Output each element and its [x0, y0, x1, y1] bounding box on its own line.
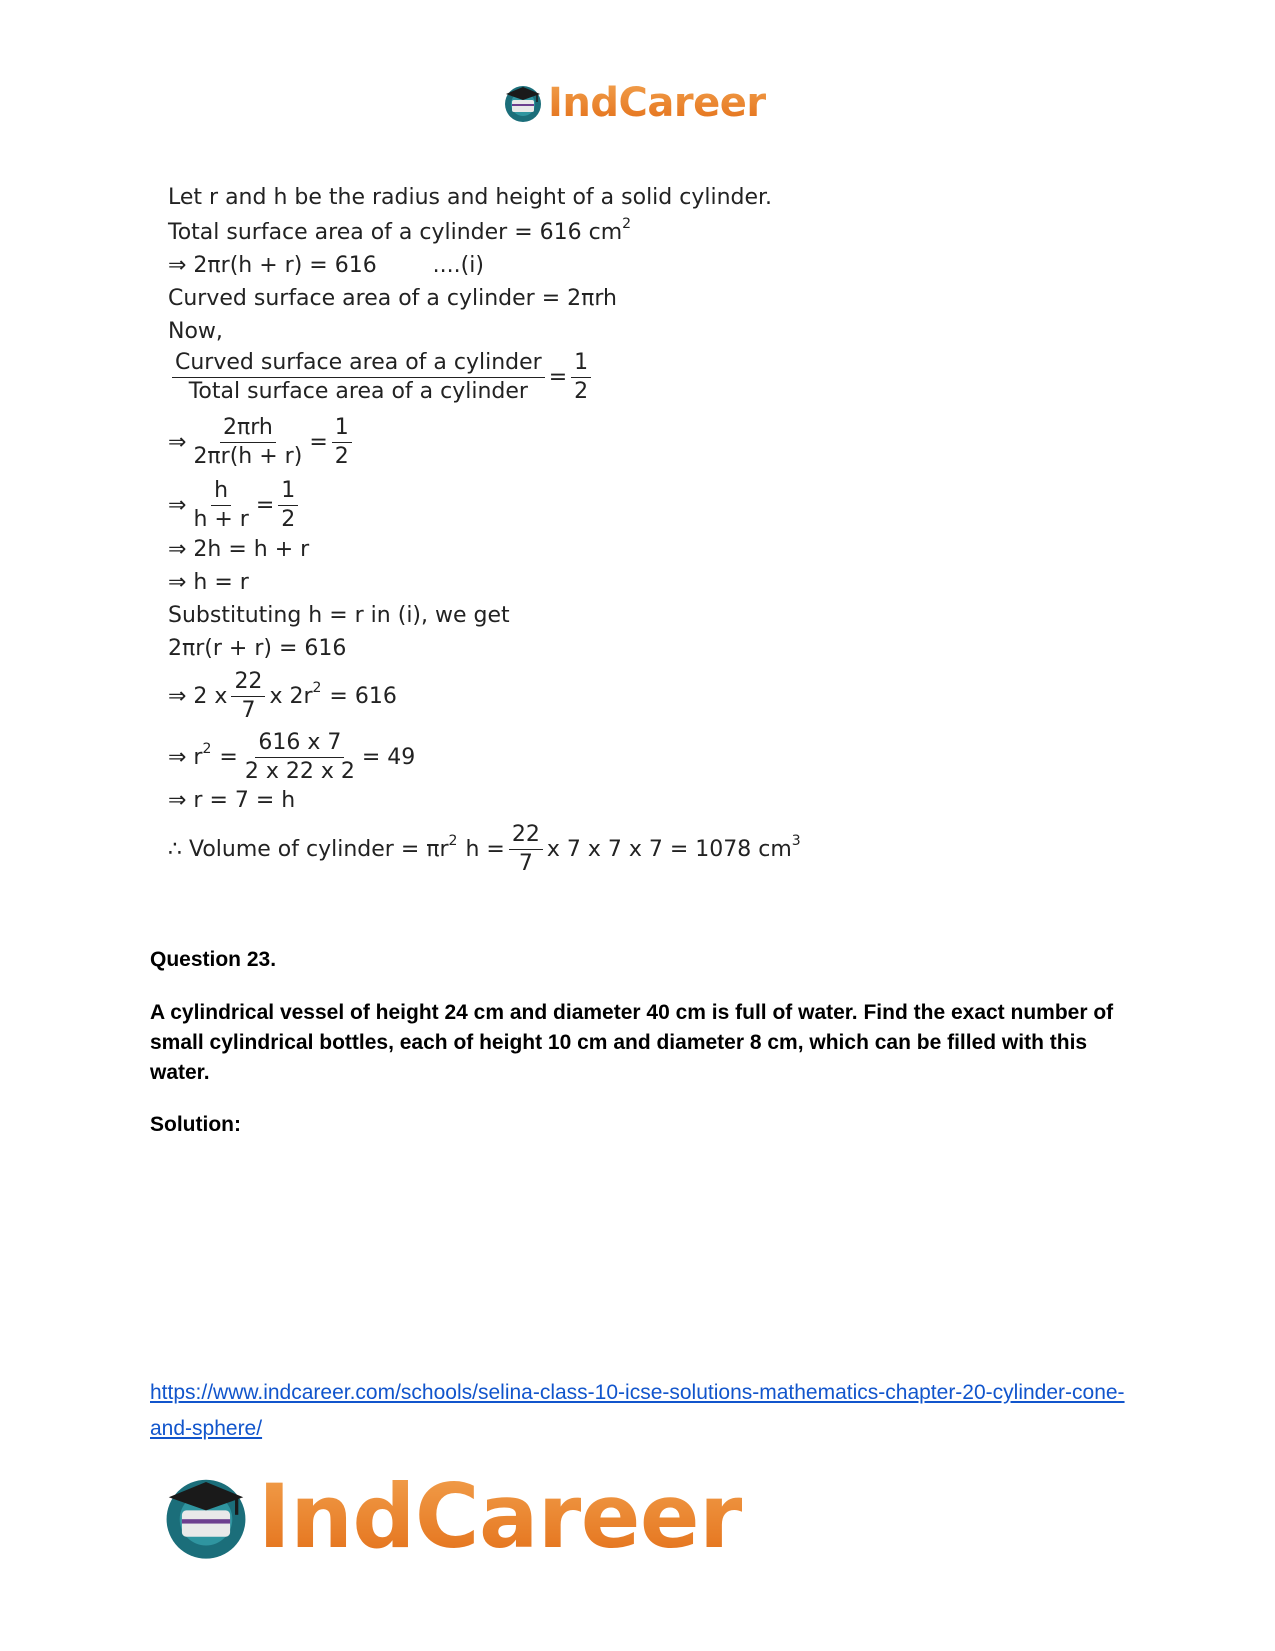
- equals-sign: =: [219, 745, 238, 771]
- fraction: [332, 415, 352, 471]
- math-line: [168, 253, 484, 278]
- equals-sign: =: [255, 493, 275, 519]
- math-text: x 2r: [269, 684, 313, 710]
- math-line: [168, 185, 772, 210]
- math-line: [168, 730, 415, 786]
- math-line: [168, 537, 309, 562]
- math-text: Curved surface area of a cylinder = 2πrh: [168, 286, 617, 311]
- math-line: [168, 415, 356, 471]
- math-line: [168, 788, 295, 813]
- math-text: ⇒ 2 x: [168, 684, 228, 710]
- source-url-link[interactable]: https://www.indcareer.com/schools/selina-class-10-icse-solutions-mathematics-chapter-20-cylinder-cone-and-sphere/: [150, 1381, 1125, 1440]
- math-line: [168, 478, 302, 534]
- implies-arrow: ⇒: [168, 493, 187, 519]
- math-text: x 7 x 7 x 7 = 1078 cm: [546, 837, 792, 863]
- numerator: 616 x 7: [255, 730, 344, 758]
- brand-name: IndCareer: [548, 80, 766, 126]
- numerator: 1: [571, 350, 591, 378]
- header-logo: [502, 80, 766, 126]
- numerator: 1: [278, 478, 298, 506]
- denominator: h + r: [193, 507, 249, 533]
- equals-sign: =: [548, 365, 568, 391]
- math-line: [168, 636, 346, 661]
- fraction: [190, 415, 305, 471]
- math-text: ∴ Volume of cylinder = πr: [168, 837, 449, 863]
- superscript: 2: [448, 832, 458, 849]
- math-line: [168, 570, 249, 595]
- graduation-cap-globe-icon: [160, 1471, 252, 1563]
- math-line: [168, 603, 510, 628]
- denominator: 7: [241, 698, 256, 724]
- math-text: Let r and h be the radius and height of a solid cylinder.: [168, 185, 773, 210]
- math-text: ⇒ 2πr(h + r) = 616 ....(i): [168, 253, 484, 278]
- math-text: ⇒ r = 7 = h: [168, 788, 296, 813]
- superscript: 2: [622, 215, 632, 232]
- superscript: 2: [202, 740, 212, 757]
- math-text: ⇒ h = r: [168, 570, 249, 595]
- fraction: [242, 730, 358, 786]
- fraction: [278, 478, 298, 534]
- math-line: [168, 215, 632, 245]
- question-body: A cylindrical vessel of height 24 cm and diameter 40 cm is full of water. Find the exact number of small cylindrical bottles, each of height 10 cm and diameter 8 cm, which can be filled with this water.: [150, 1001, 1114, 1084]
- question-heading: Question 23.: [150, 948, 277, 971]
- denominator: 2: [334, 444, 349, 470]
- footer-logo: [160, 1465, 742, 1568]
- math-text: h =: [465, 837, 505, 863]
- numerator: 1: [332, 415, 352, 443]
- math-line: [168, 669, 397, 725]
- math-text: = 616: [329, 684, 397, 710]
- denominator: 2: [574, 379, 589, 405]
- math-line: [168, 822, 801, 878]
- math-text: Total surface area of a cylinder = 616 cm: [168, 220, 623, 245]
- numerator: h: [211, 478, 231, 506]
- graduation-cap-globe-icon: [502, 82, 544, 124]
- implies-arrow: ⇒: [168, 430, 187, 456]
- denominator: 7: [518, 851, 533, 877]
- denominator: 2 x 22 x 2: [244, 759, 355, 785]
- math-text: = 49: [361, 745, 416, 771]
- denominator: 2: [281, 507, 296, 533]
- fraction: [190, 478, 251, 534]
- denominator: Total surface area of a cylinder: [188, 379, 528, 405]
- fraction: [571, 350, 591, 406]
- math-line: [168, 319, 223, 344]
- numerator: 22: [509, 822, 543, 850]
- equals-sign: =: [309, 430, 328, 456]
- numerator: 22: [231, 669, 265, 697]
- superscript: 2: [312, 679, 322, 696]
- math-text: ⇒ 2h = h + r: [168, 537, 310, 562]
- fraction: [509, 822, 543, 878]
- math-text: Substituting h = r in (i), we get: [168, 603, 510, 628]
- numerator: 2πrh: [220, 415, 276, 443]
- math-text: 2πr(r + r) = 616: [168, 636, 347, 661]
- math-text: ⇒ r: [168, 745, 203, 771]
- math-text: Now,: [168, 319, 223, 344]
- math-line: [168, 286, 617, 311]
- math-line: [168, 350, 595, 406]
- numerator: Curved surface area of a cylinder: [172, 350, 545, 378]
- superscript: 3: [791, 832, 801, 849]
- fraction: [172, 350, 545, 406]
- brand-name: IndCareer: [258, 1465, 743, 1568]
- denominator: 2πr(h + r): [193, 444, 303, 470]
- solution-label: Solution:: [150, 1113, 241, 1136]
- fraction: [231, 669, 265, 725]
